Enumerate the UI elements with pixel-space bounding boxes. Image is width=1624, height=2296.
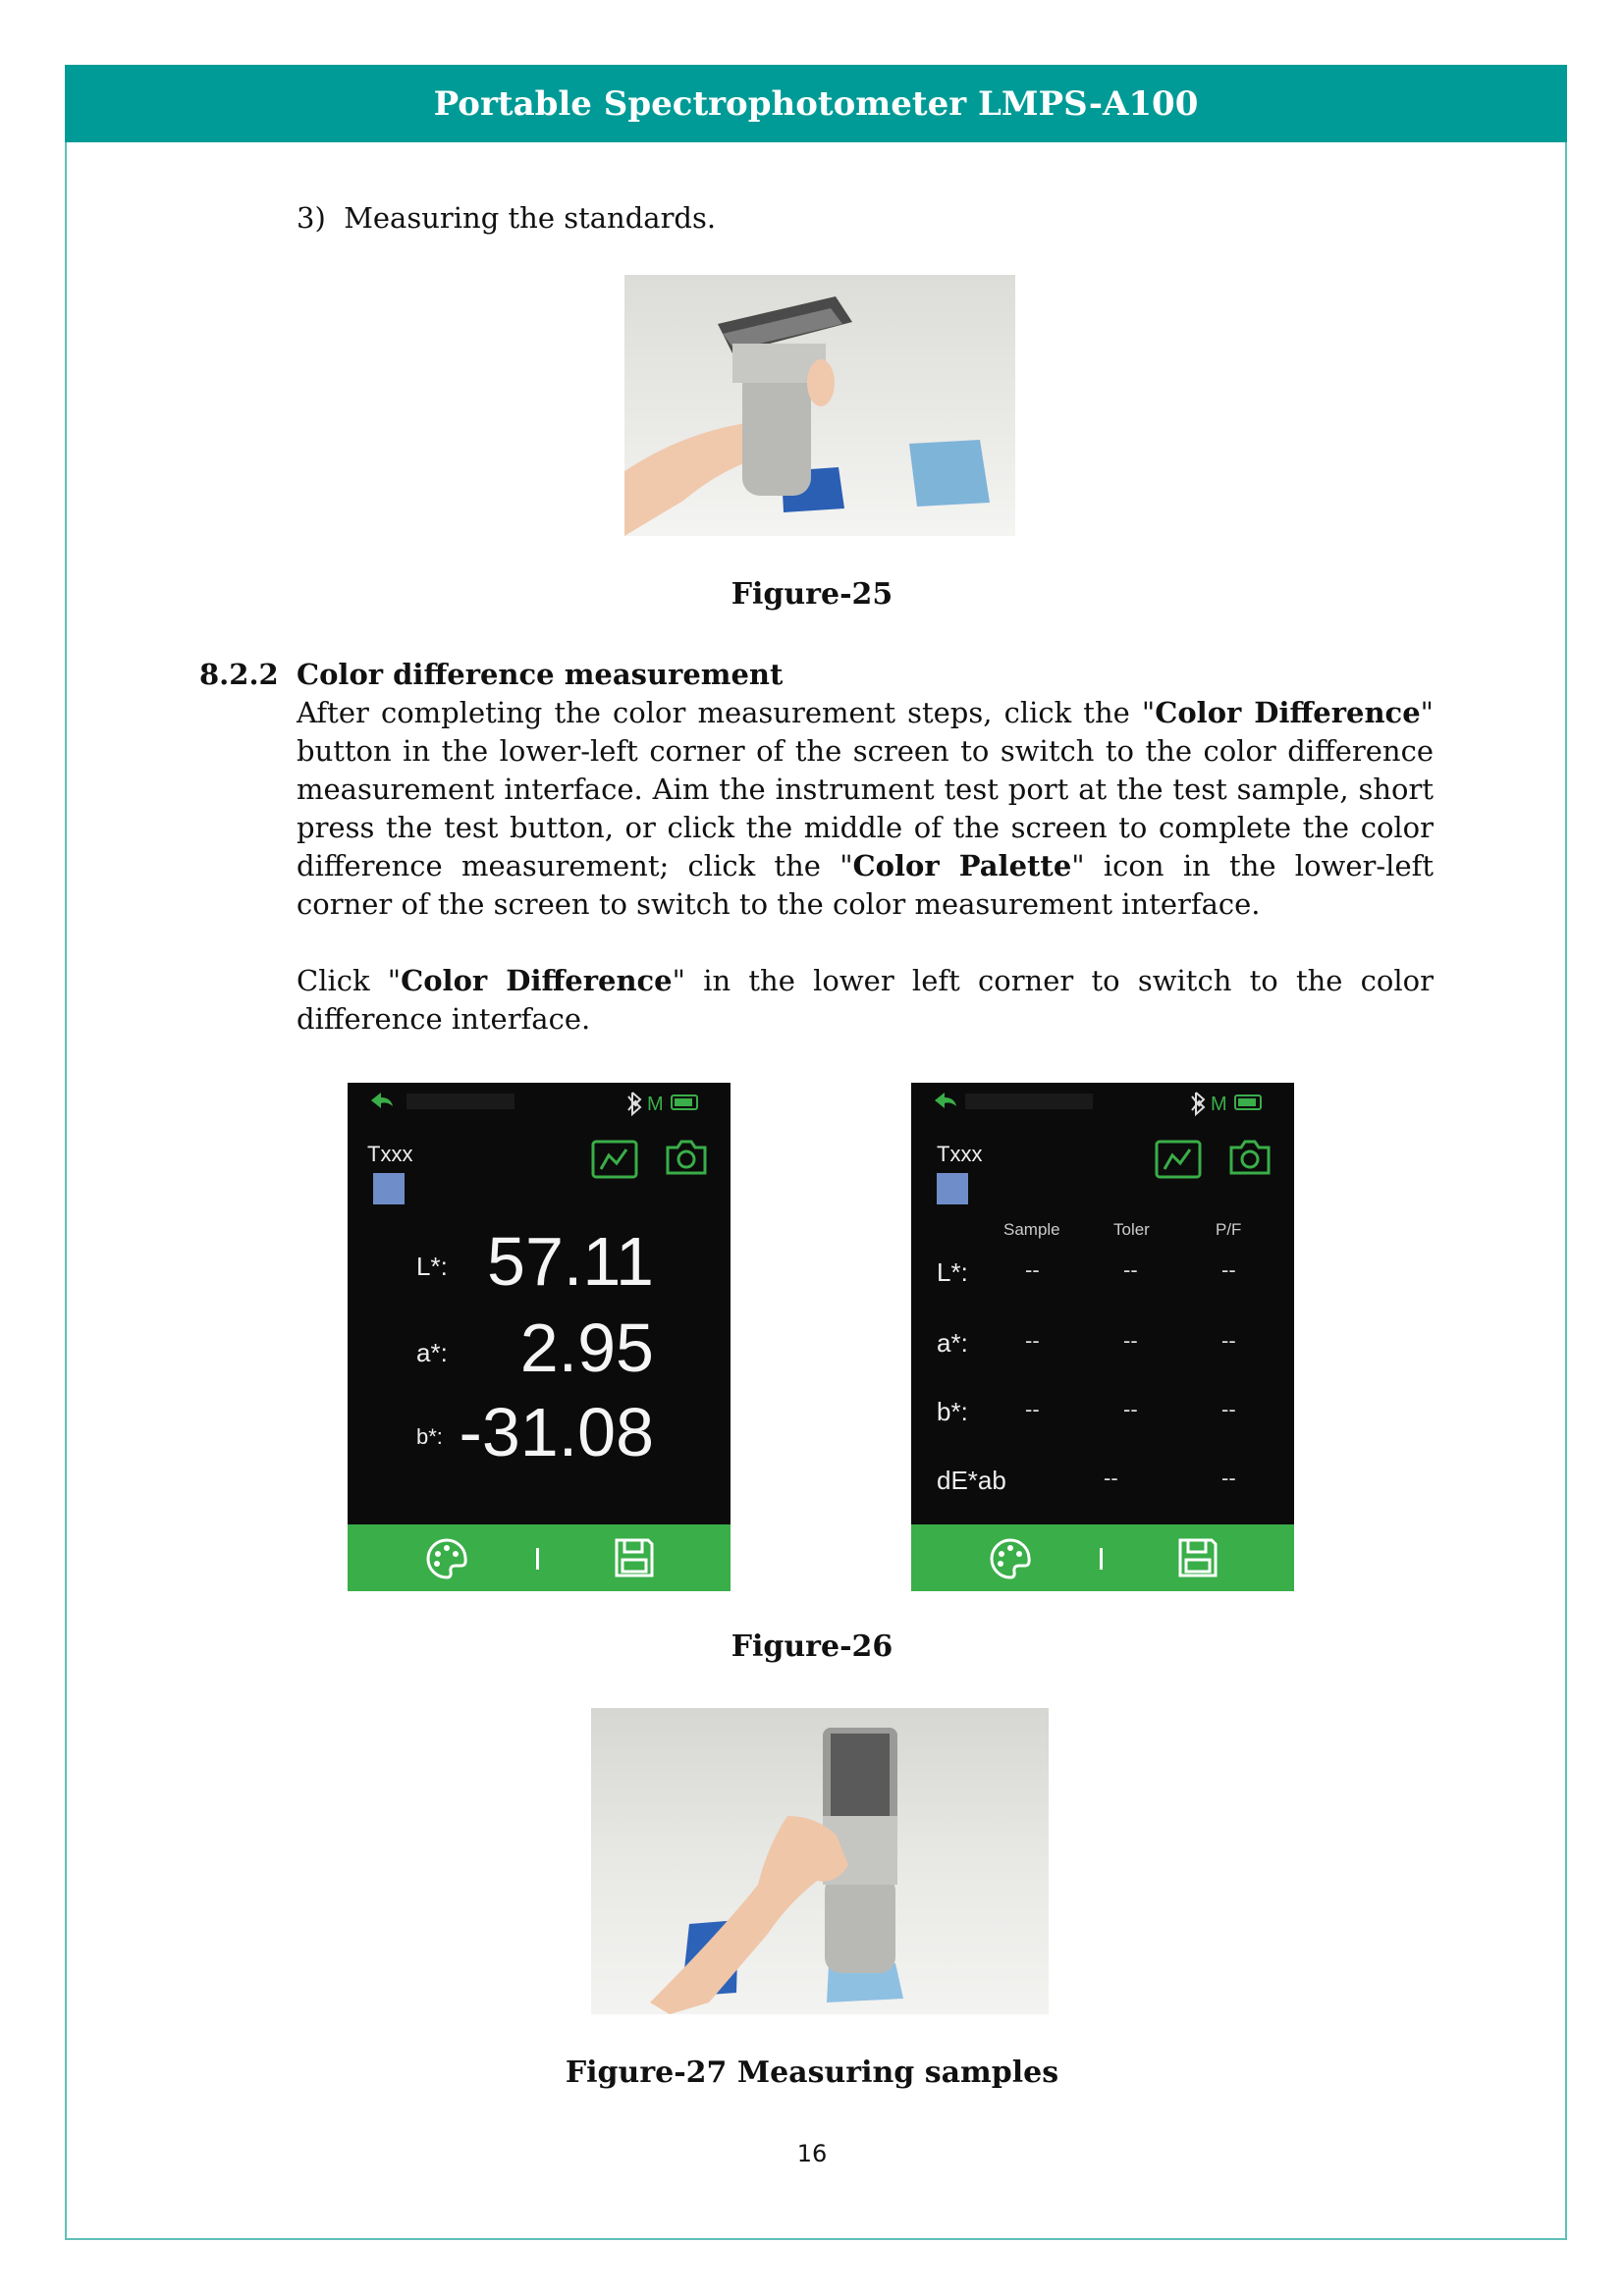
color-difference-term: Color Difference <box>1155 696 1421 729</box>
bottom-toolbar <box>348 1524 731 1591</box>
chart-icon[interactable] <box>591 1140 638 1179</box>
figure-27-caption: Figure-27 Measuring samples <box>565 2056 1059 2090</box>
cell: -- <box>1025 1257 1040 1282</box>
status-bar <box>911 1083 1294 1120</box>
paragraph-2: Click "Color Difference" in the lower left corner to switch to the color difference interface. <box>297 964 1434 1036</box>
status-bar-icons <box>911 1083 1294 1120</box>
svg-text:M: M <box>1211 1094 1227 1115</box>
cell: -- <box>1025 1397 1040 1421</box>
row-label-de: dE*ab <box>937 1466 1006 1495</box>
svg-text:M: M <box>647 1094 664 1115</box>
cell: -- <box>1221 1328 1236 1353</box>
column-header-sample: Sample <box>1003 1220 1060 1239</box>
a-value: 2.95 <box>519 1309 654 1386</box>
camera-icon[interactable] <box>664 1138 709 1177</box>
sample-name: Txxx <box>367 1142 413 1166</box>
cell: -- <box>1104 1466 1118 1490</box>
toolbar-divider <box>536 1548 539 1570</box>
b-value: -31.08 <box>459 1394 654 1470</box>
figure-26-caption: Figure-26 <box>731 1629 893 1664</box>
row-label-l: L*: <box>937 1257 968 1287</box>
cell: -- <box>1025 1328 1040 1353</box>
camera-icon[interactable] <box>1227 1138 1272 1177</box>
header-title: Portable Spectrophotometer LMPS-A100 <box>433 83 1199 124</box>
screen-color-difference <box>911 1083 1294 1591</box>
b-label: b*: <box>416 1424 443 1449</box>
figure-25-caption: Figure-25 <box>731 577 893 612</box>
color-swatch <box>937 1173 968 1204</box>
step-text: Measuring the standards. <box>344 201 717 235</box>
step-item <box>297 199 716 238</box>
column-header-pf: P/F <box>1216 1220 1242 1239</box>
cell: -- <box>1221 1466 1236 1490</box>
page-header <box>65 65 1567 142</box>
cell: -- <box>1221 1397 1236 1421</box>
cell: -- <box>1221 1257 1236 1282</box>
a-label: a*: <box>416 1338 448 1367</box>
sample-name: Txxx <box>937 1142 983 1166</box>
color-palette-term: Color Palette <box>852 849 1072 882</box>
figure-25-photo <box>624 275 1015 536</box>
page-number: 16 <box>796 2140 828 2167</box>
row-label-b: b*: <box>937 1397 968 1426</box>
color-swatch <box>373 1173 405 1204</box>
status-bar <box>348 1083 731 1120</box>
color-palette-icon[interactable] <box>424 1536 469 1581</box>
status-bar-icons <box>348 1083 731 1120</box>
step-number: 3) <box>297 201 326 235</box>
color-difference-term: Color Difference <box>401 964 673 997</box>
cell: -- <box>1123 1257 1138 1282</box>
column-header-toler: Toler <box>1113 1220 1150 1239</box>
section-heading <box>199 656 279 694</box>
save-icon[interactable] <box>1176 1536 1219 1579</box>
l-value: 57.11 <box>487 1223 654 1300</box>
figure-27-photo <box>591 1708 1049 2014</box>
save-icon[interactable] <box>613 1536 656 1579</box>
bottom-toolbar <box>911 1524 1294 1591</box>
l-label: L*: <box>416 1252 448 1281</box>
chart-icon[interactable] <box>1155 1140 1202 1179</box>
section-title: Color difference measurement <box>297 658 784 691</box>
color-palette-icon[interactable] <box>988 1536 1033 1581</box>
screen-color-measurement <box>348 1083 731 1591</box>
cell: -- <box>1123 1397 1138 1421</box>
section-number: 8.2.2 <box>199 658 279 691</box>
row-label-a: a*: <box>937 1328 968 1358</box>
cell: -- <box>1123 1328 1138 1353</box>
paragraph-1: After completing the color measurement steps, click the "Color Difference" button in the lower-left corner of the screen to switch to the color difference measurement interface. Aim the instrument test port at the test sample, short press the test button, or click the middle of the screen to complete the color difference measurement; click the "Color Palette" icon in the lower-left corner of the screen to switch to the color measurement interface. <box>297 696 1435 921</box>
toolbar-divider <box>1100 1548 1103 1570</box>
